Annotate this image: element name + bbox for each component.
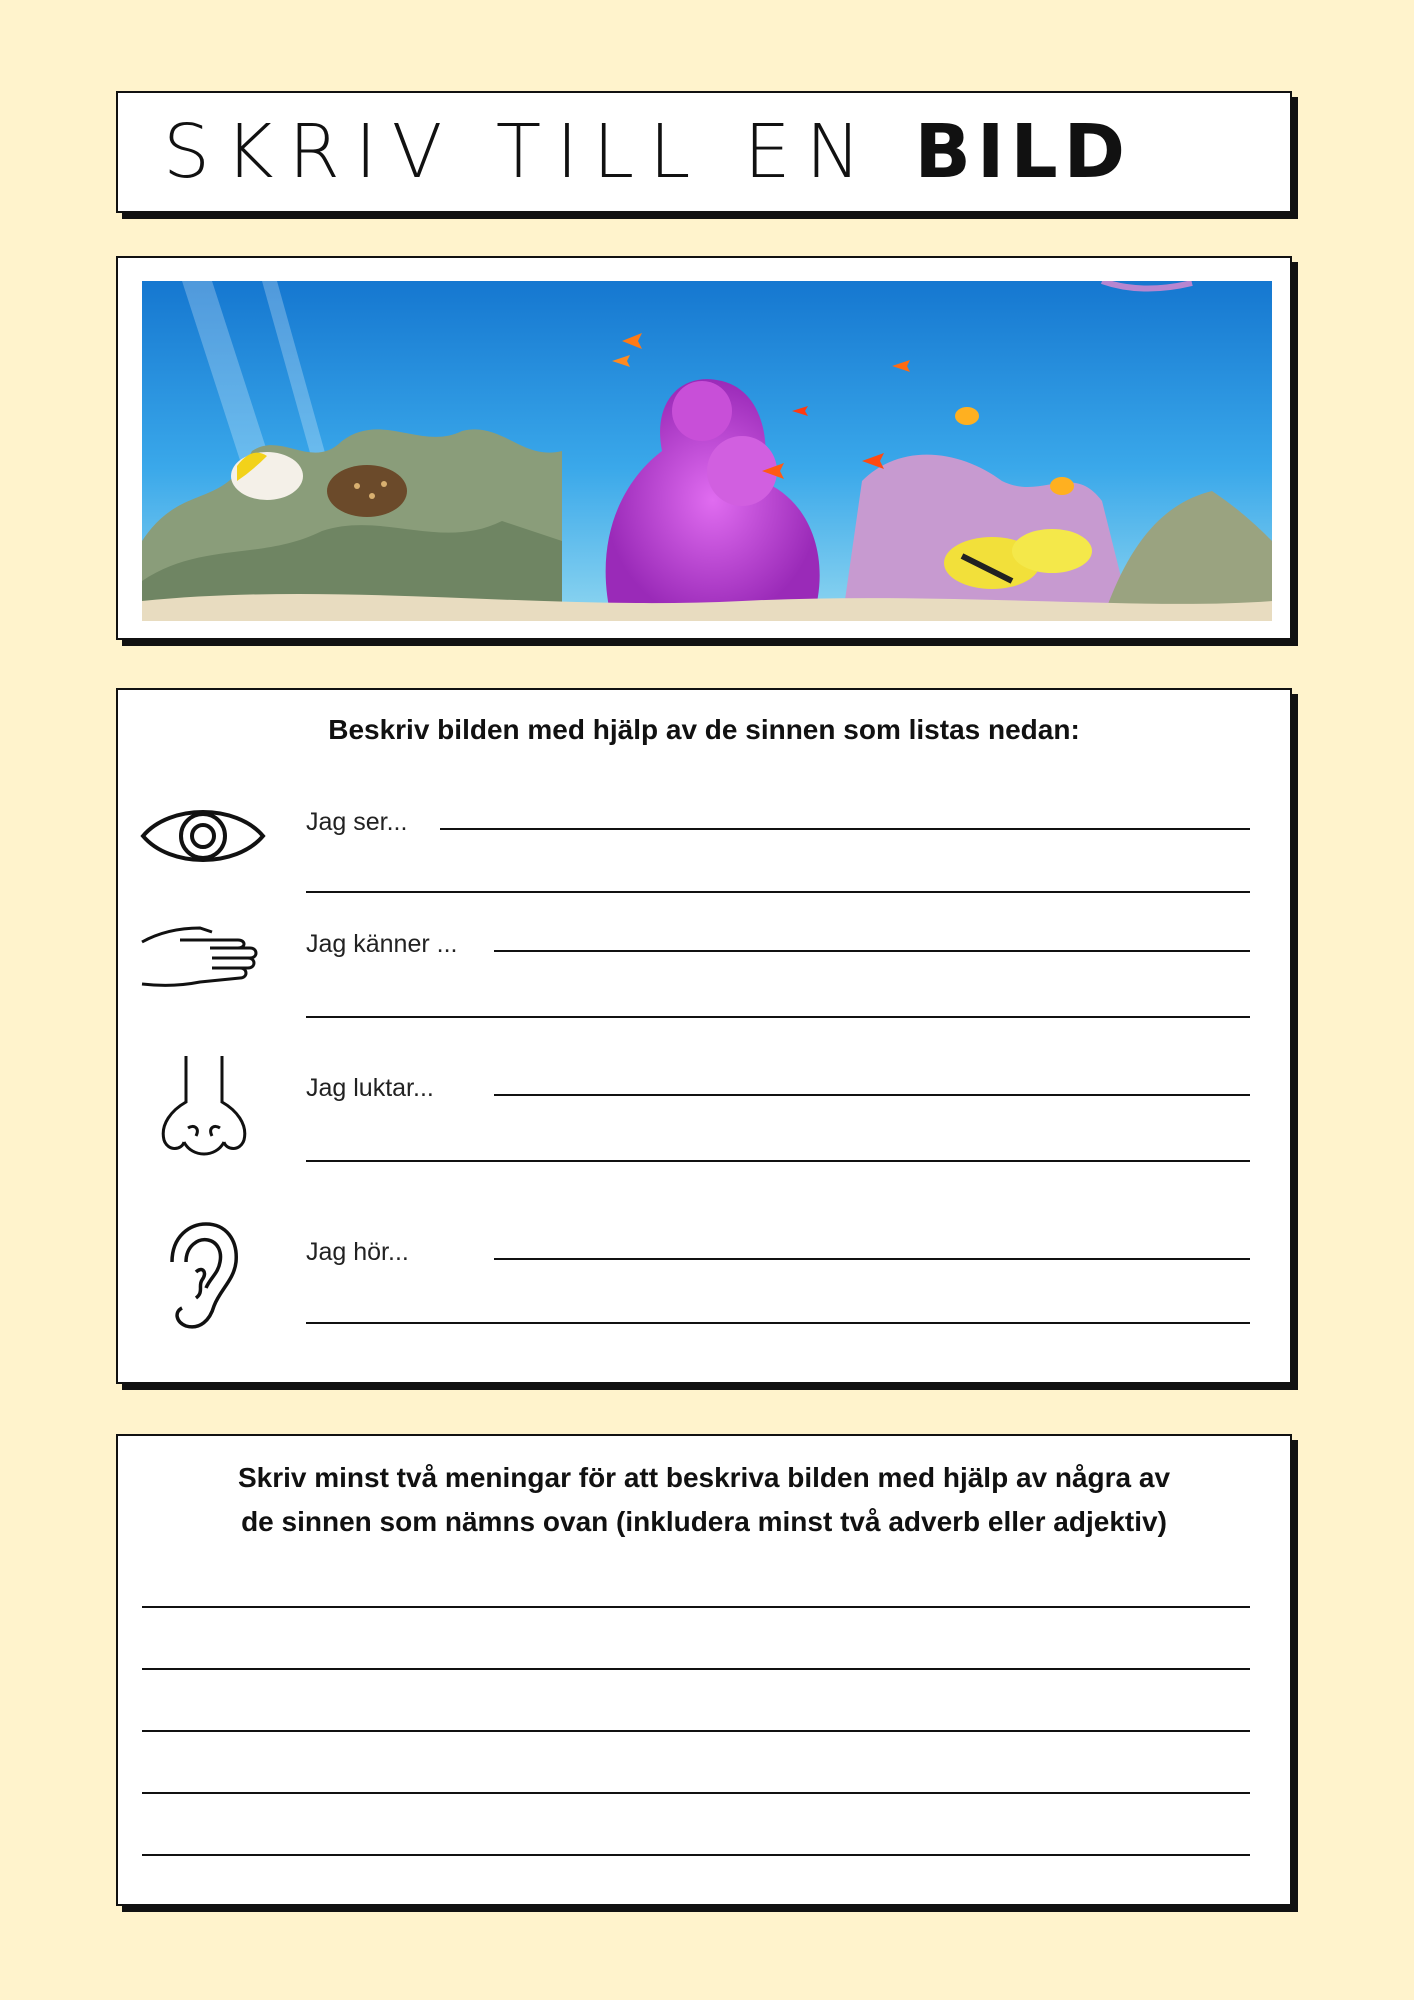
- senses-panel: [116, 688, 1292, 1384]
- ear-icon: [166, 1222, 242, 1332]
- writing-line[interactable]: [142, 1606, 1250, 1608]
- sense-label-see: Jag ser...: [306, 808, 408, 836]
- answer-line[interactable]: [306, 1322, 1250, 1324]
- writing-line[interactable]: [142, 1668, 1250, 1670]
- hand-icon: [140, 922, 260, 998]
- writing-line[interactable]: [142, 1730, 1250, 1732]
- writing-heading: [118, 1456, 1290, 1544]
- writing-line[interactable]: [142, 1854, 1250, 1856]
- title-bold-text: BILD: [914, 109, 1132, 195]
- answer-line[interactable]: [306, 891, 1250, 893]
- page-title: [163, 109, 1132, 195]
- coral-reef-image: [142, 281, 1272, 621]
- answer-line[interactable]: [494, 1258, 1250, 1260]
- sense-label-hear: Jag hör...: [306, 1238, 409, 1266]
- answer-line[interactable]: [306, 1016, 1250, 1018]
- writing-heading-line2: de sinnen som nämns ovan (inkludera minst två adverb eller adjektiv): [241, 1506, 1167, 1537]
- sense-label-feel: Jag känner ...: [306, 930, 458, 958]
- answer-line[interactable]: [440, 828, 1250, 830]
- answer-line[interactable]: [494, 1094, 1250, 1096]
- eye-icon: [140, 800, 266, 872]
- sense-label-smell: Jag luktar...: [306, 1074, 434, 1102]
- writing-line[interactable]: [142, 1792, 1250, 1794]
- image-panel: [116, 256, 1292, 640]
- answer-line[interactable]: [306, 1160, 1250, 1162]
- writing-panel: [116, 1434, 1292, 1906]
- senses-heading: Beskriv bilden med hjälp av de sinnen som listas nedan:: [328, 714, 1080, 745]
- writing-heading-line1: Skriv minst två meningar för att beskriva bilden med hjälp av några av: [237, 1462, 1171, 1493]
- nose-icon: [156, 1054, 252, 1166]
- answer-line[interactable]: [494, 950, 1250, 952]
- title-panel: [116, 91, 1292, 213]
- title-light-text: SKRIV TILL EN: [163, 109, 876, 195]
